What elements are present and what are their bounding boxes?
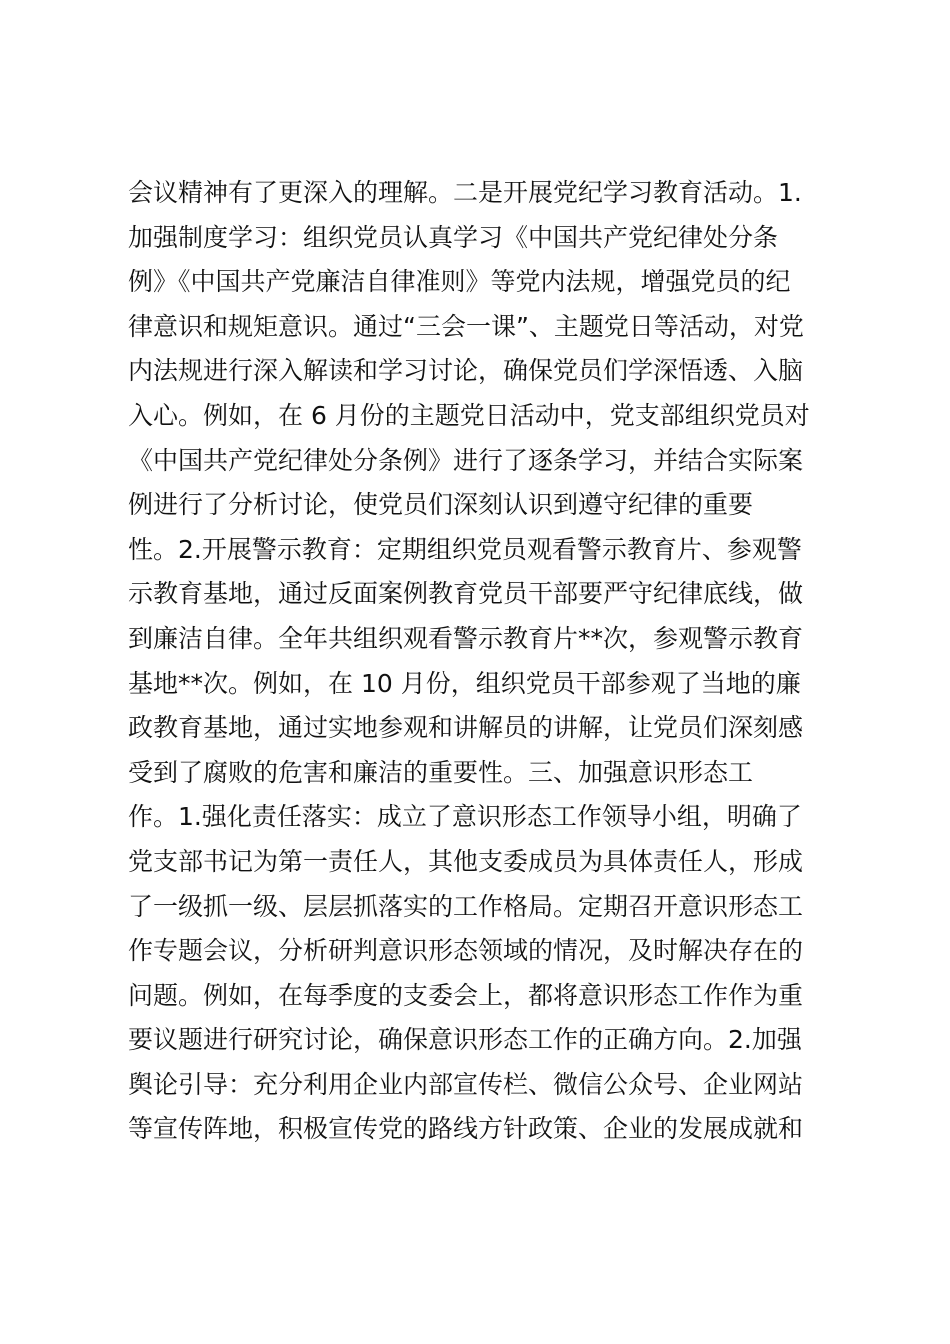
text-line: 作。1.强化责任落实：成立了意识形态工作领导小组，明确了 — [128, 802, 802, 832]
text-line: 示教育基地，通过反面案例教育党员干部要严守纪律底线，做 — [128, 579, 804, 609]
text-line: 受到了腐败的危害和廉洁的重要性。三、加强意识形态工 — [128, 757, 754, 787]
text-line: 加强制度学习：组织党员认真学习《中国共产党纪律处分条 — [128, 222, 779, 252]
text-line: 要议题进行研究讨论，确保意识形态工作的正确方向。2.加强 — [128, 1025, 802, 1055]
text-line: 问题。例如，在每季度的支委会上，都将意识形态工作作为重 — [128, 980, 804, 1010]
text-line: 舆论引导：充分利用企业内部宣传栏、微信公众号、企业网站 — [128, 1069, 804, 1099]
text-line: 会议精神有了更深入的理解。二是开展党纪学习教育活动。1. — [128, 178, 802, 207]
text-line: 政教育基地，通过实地参观和讲解员的讲解，让党员们深刻感 — [128, 713, 804, 743]
text-line: 性。2.开展警示教育：定期组织党员观看警示教育片、参观警 — [128, 534, 802, 564]
text-line: 《中国共产党纪律处分条例》进行了逐条学习，并结合实际案 — [128, 445, 804, 475]
text-line: 例进行了分析讨论，使党员们深刻认识到遵守纪律的重要 — [128, 490, 754, 520]
text-line: 基地**次。例如，在 10 月份，组织党员干部参观了当地的廉 — [128, 668, 801, 698]
text-line: 例》《中国共产党廉洁自律准则》等党内法规，增强党员的纪 — [128, 267, 791, 297]
body-text — [128, 171, 828, 1152]
text-line: 党支部书记为第一责任人，其他支委成员为具体责任人，形成 — [128, 846, 804, 876]
text-line: 律意识和规矩意识。通过“三会一课”、主题党日等活动，对党 — [128, 311, 804, 341]
text-line: 入心。例如，在 6 月份的主题党日活动中，党支部组织党员对 — [128, 400, 810, 430]
text-line: 了一级抓一级、层层抓落实的工作格局。定期召开意识形态工 — [128, 891, 804, 921]
text-line: 作专题会议，分析研判意识形态领域的情况，及时解决存在的 — [128, 936, 804, 966]
text-line: 到廉洁自律。全年共组织观看警示教育片**次，参观警示教育 — [128, 623, 804, 653]
text-line: 等宣传阵地，积极宣传党的路线方针政策、企业的发展成就和 — [128, 1114, 804, 1144]
text-line: 内法规进行深入解读和学习讨论，确保党员们学深悟透、入脑 — [128, 356, 804, 386]
